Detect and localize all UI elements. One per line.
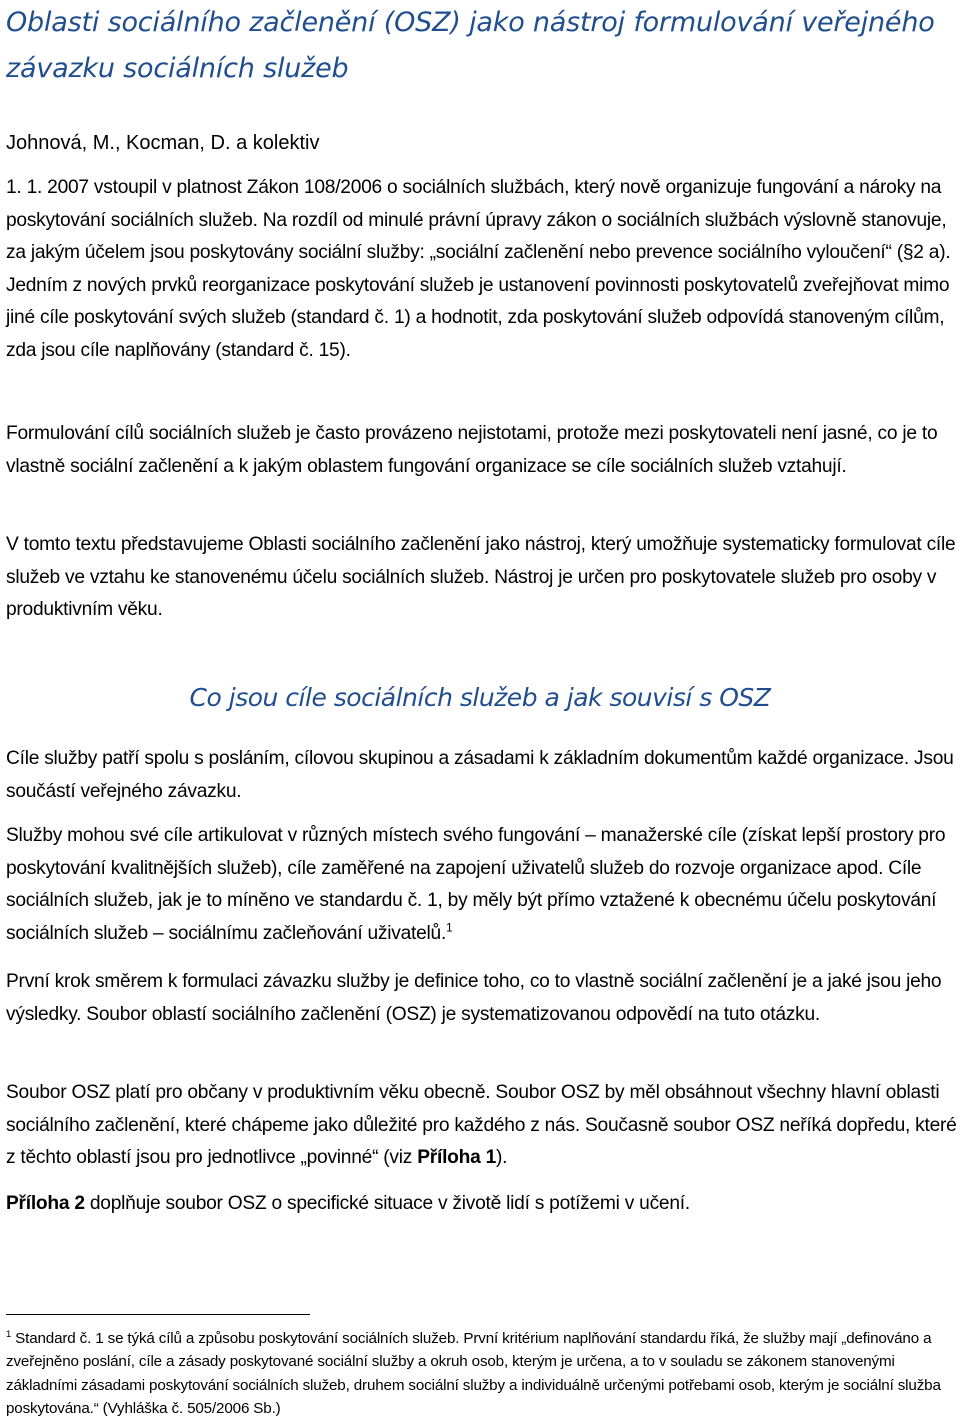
appendix-1-reference: Příloha 1 bbox=[417, 1147, 497, 1169]
section-paragraph-2-text: Služby mohou své cíle artikulovat v různých místech svého fungování – manažerské cíle (získat lepší prostory pro poskytování kvalitnějších služeb), cíle zaměřené na zapojení uživatelů služeb do rozvoje organizace apod. Cíle sociálních služeb, jak je to míněno ve standardu č. 1, by měly být přímo vztažené k obecnému účelu poskytování sociálních služeb – sociálnímu začleňování uživatelů. bbox=[6, 825, 946, 944]
section-paragraph-4 bbox=[6, 1077, 958, 1175]
intro-paragraph-2: Formulování cílů sociálních služeb je často provázeno nejistotami, protože mezi poskytovateli není jasné, co je to vlastně sociální začlenění a k jakým oblastem fungování organizace se cíle sociálních služeb vztahují. bbox=[6, 423, 938, 477]
document-authors: Johnová, M., Kocman, D. a kolektiv bbox=[6, 132, 320, 154]
intro-paragraph-3: V tomto textu představujeme Oblasti sociálního začlenění jako nástroj, který umožňuje systematicky formulovat cíle služeb ve vztahu ke stanovenému účelu sociálních služeb. Nástroj je určen pro poskytovatele služeb pro osoby v produktivním věku. bbox=[6, 534, 956, 621]
footnote-reference[interactable]: 1 bbox=[446, 920, 453, 935]
section-heading: Co jsou cíle sociálních služeb a jak souvisí s OSZ bbox=[189, 683, 771, 712]
footnote-separator bbox=[6, 1314, 310, 1315]
footnote-text: Standard č. 1 se týká cílů a způsobu poskytování sociálních služeb. První kritérium naplňování standardu říká, že služby mají „definováno a zveřejněno poslání, cíle a zásady poskytované sociální služby a okruh osob, kterým je určena, a to v souladu se zákonem stanovenými základními zásadami poskytování sociálních služeb, druhem sociální služby a individuálně určenými potřebami osob, kterým je sociální služba poskytována.“ (Vyhláška č. 505/2006 Sb.) bbox=[6, 1330, 941, 1418]
section-paragraph-5 bbox=[6, 1188, 958, 1221]
section-paragraph-4-end: ). bbox=[496, 1147, 508, 1169]
section-paragraph-4-text: Soubor OSZ platí pro občany v produktivním věku obecně. Soubor OSZ by měl obsáhnout všechny hlavní oblasti sociálního začlenění, které chápeme jako důležité pro každého z nás. Současně soubor OSZ neříká dopředu, které z těchto oblastí jsou pro jednotlivce „povinné“ (viz bbox=[6, 1082, 957, 1169]
document-title: Oblasti sociálního začlenění (OSZ) jako nástroj formulování veřejného závazku sociálních služeb bbox=[6, 7, 935, 84]
intro-paragraph-1 bbox=[6, 172, 958, 368]
section-paragraph-1: Cíle služby patří spolu s posláním, cílovou skupinou a zásadami k základním dokumentům každé organizace. Jsou součástí veřejného závazku. bbox=[6, 748, 954, 802]
section-paragraph-3: První krok směrem k formulaci závazku služby je definice toho, co to vlastně sociální začlenění je a jaké jsou jeho výsledky. Soubor oblastí sociálního začlenění (OSZ) je systematizovanou odpovědí na tuto otázku. bbox=[6, 971, 942, 1025]
appendix-2-reference: Příloha 2 bbox=[6, 1193, 85, 1214]
intro-paragraph-1-sentence-3: Jedním z nových prvků reorganizace poskytování služeb je ustanovení povinnosti poskytovatelů zveřejňovat mimo jiné cíle poskytování svých služeb (standard č. bbox=[6, 274, 950, 329]
intro-paragraph-1-sentence-1: 1. 1. 2007 vstoupil v platnost Zákon 108/2006 o sociálních službách, který nově organizuje fungování a nároky na poskytování sociálních služeb. bbox=[6, 177, 942, 231]
footnote bbox=[6, 1327, 956, 1421]
footnote-number: 1 bbox=[6, 1327, 12, 1339]
intro-paragraph-1-sentence-2: Na rozdíl od minulé právní úpravy zákon o sociálních službách výslovně stanovuje, za jakým účelem jsou poskytovány sociální služby: „sociální začlenění nebo prevence sociálního vyloučení“ (§2 a). bbox=[6, 209, 951, 264]
section-paragraph-5-text: doplňuje soubor OSZ o specifické situace v životě lidí s potížemi v učení. bbox=[84, 1193, 690, 1214]
section-paragraph-2 bbox=[6, 820, 958, 950]
intro-paragraph-1-sentence-4: 1) a hodnotit, zda poskytování služeb odpovídá stanoveným cílům, zda jsou cíle naplňovány (standard č. 15). bbox=[6, 307, 945, 361]
